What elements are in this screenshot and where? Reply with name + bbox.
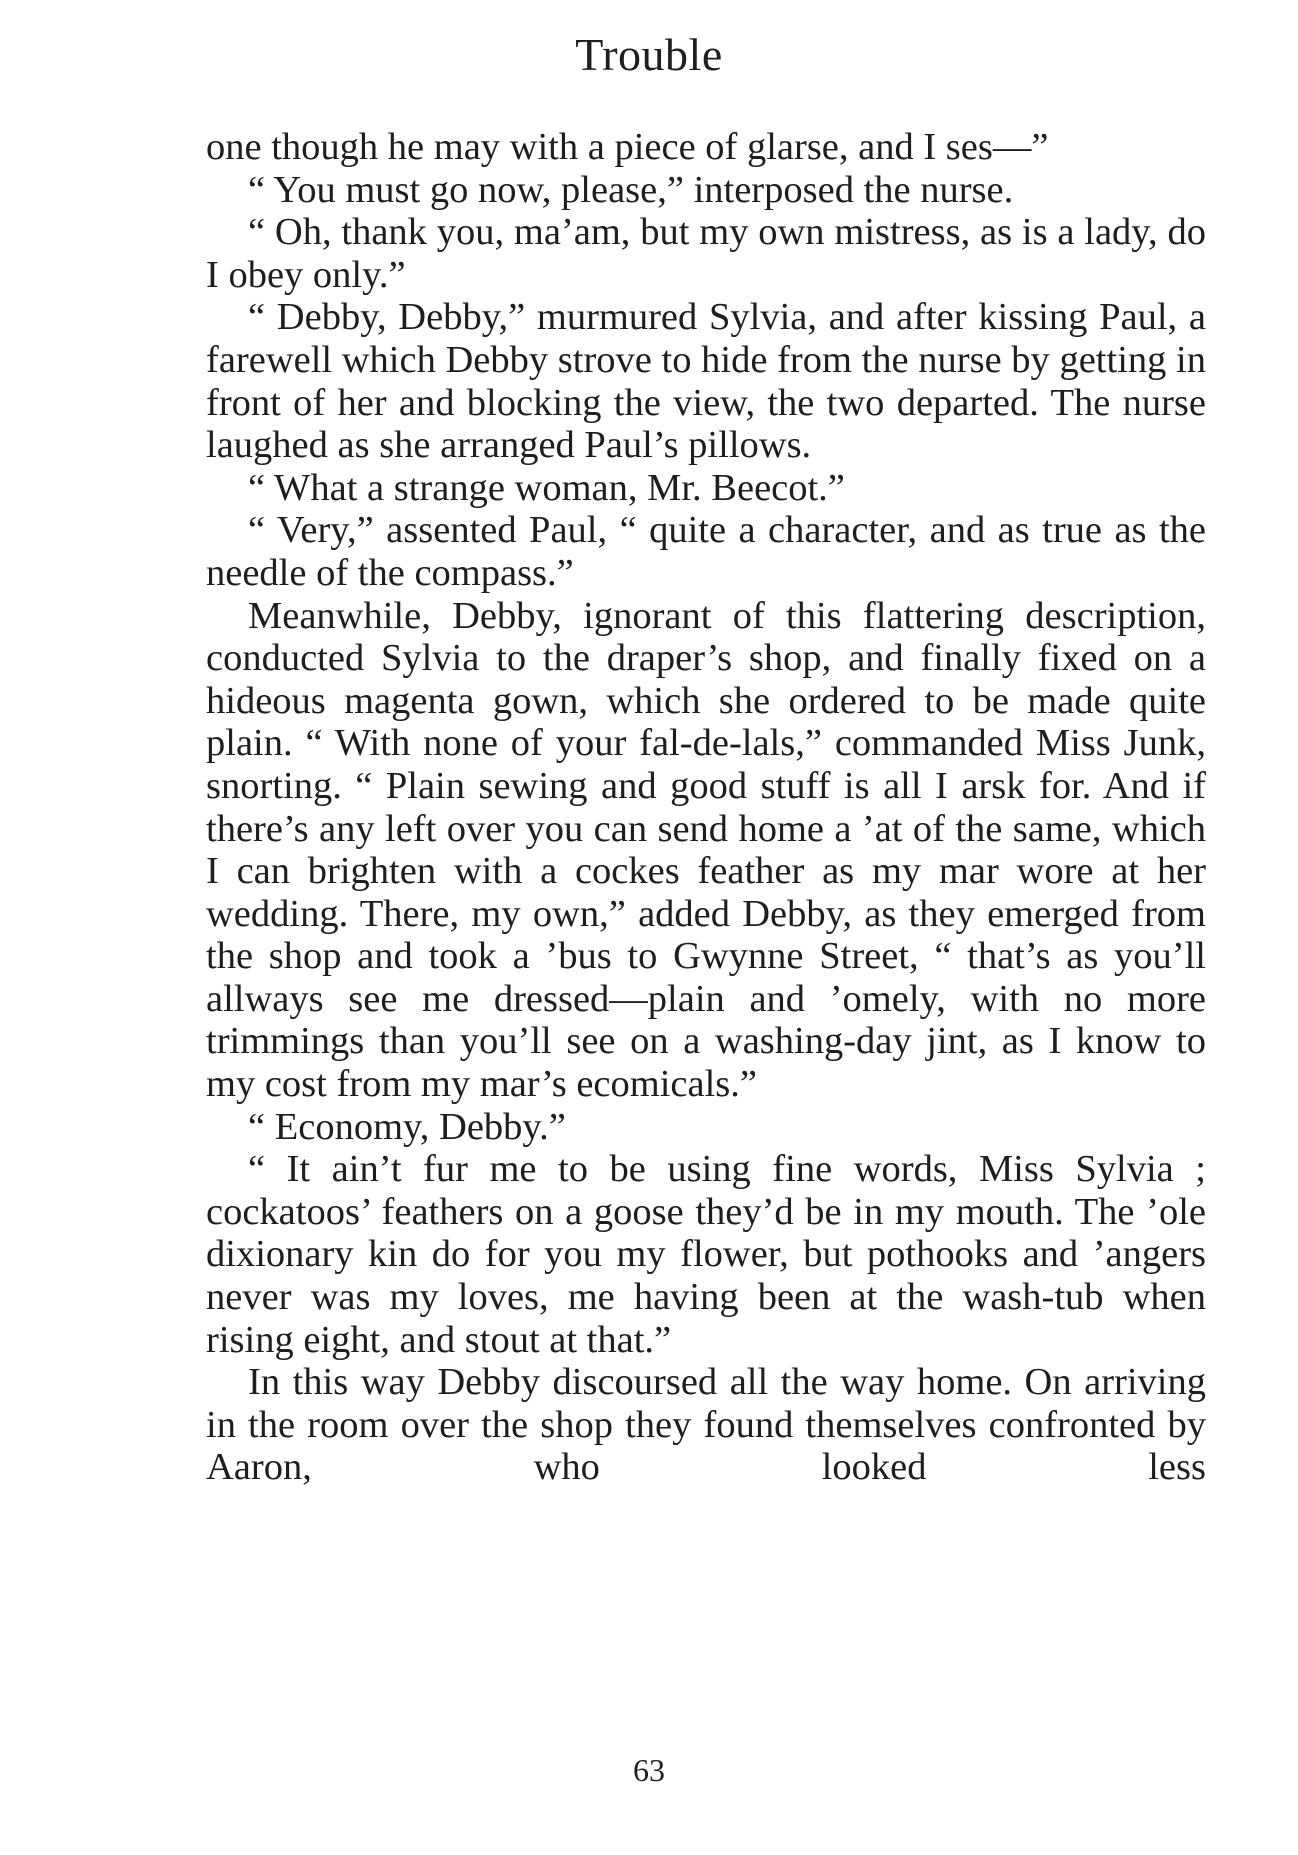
- paragraph: Meanwhile, Debby, ignorant of this flattering description, conducted Sylvia to the draper’s shop, and finally fixed on a hideous magenta gown, which she ordered to be made quite plain. “ With none of your fal-de-lals,” commanded Miss Junk, snorting. “ Plain sewing and good stuff is all I arsk for. And if there’s any left over you can send home a ’at of the same, which I can brighten with a cockes feather as my mar wore at her wedding. There, my own,” added Debby, as they emerged from the shop and took a ’bus to Gwynne Street, “ that’s as you’ll allways see me dressed—plain and ’omely, with no more trimmings than you’ll see on a washing-day jint, as I know to my cost from my mar’s ecomicals.”: [206, 594, 1206, 1106]
- paragraph-continuation: one though he may with a piece of glarse, and I ses—”: [206, 126, 1049, 168]
- paragraph: “ It ain’t fur me to be using fine words, Miss Sylvia ; cockatoos’ feathers on a goose they’d be in my mouth. The ’ole dixionary kin do for you my flower, but pothooks and ’angers never was my loves, me having been at the wash-tub when rising eight, and stout at that.”: [206, 1148, 1206, 1361]
- paragraph: “ Economy, Debby.”: [248, 1105, 566, 1148]
- paragraph: “ Very,” assented Paul, “ quite a character, and as true as the needle of the compass.”: [206, 509, 1206, 594]
- paragraph: “ What a strange woman, Mr. Beecot.”: [248, 466, 845, 509]
- body-text: [206, 126, 1206, 1489]
- paragraph: “ Debby, Debby,” murmured Sylvia, and after kissing Paul, a farewell which Debby strove to hide from the nurse by getting in front of her and blocking the view, the two departed. The nurse laughed as she arranged Paul’s pillows.: [206, 296, 1206, 467]
- paragraph: “ Oh, thank you, ma’am, but my own mistress, as is a lady, do I obey only.”: [206, 211, 1206, 296]
- page-number: 63: [633, 1752, 665, 1788]
- running-head: Trouble: [575, 29, 723, 80]
- paragraph: “ You must go now, please,” interposed the nurse.: [248, 168, 1014, 211]
- paragraph: In this way Debby discoursed all the way home. On arriving in the room over the shop they found themselves confronted by Aaron, who looked less: [206, 1361, 1206, 1489]
